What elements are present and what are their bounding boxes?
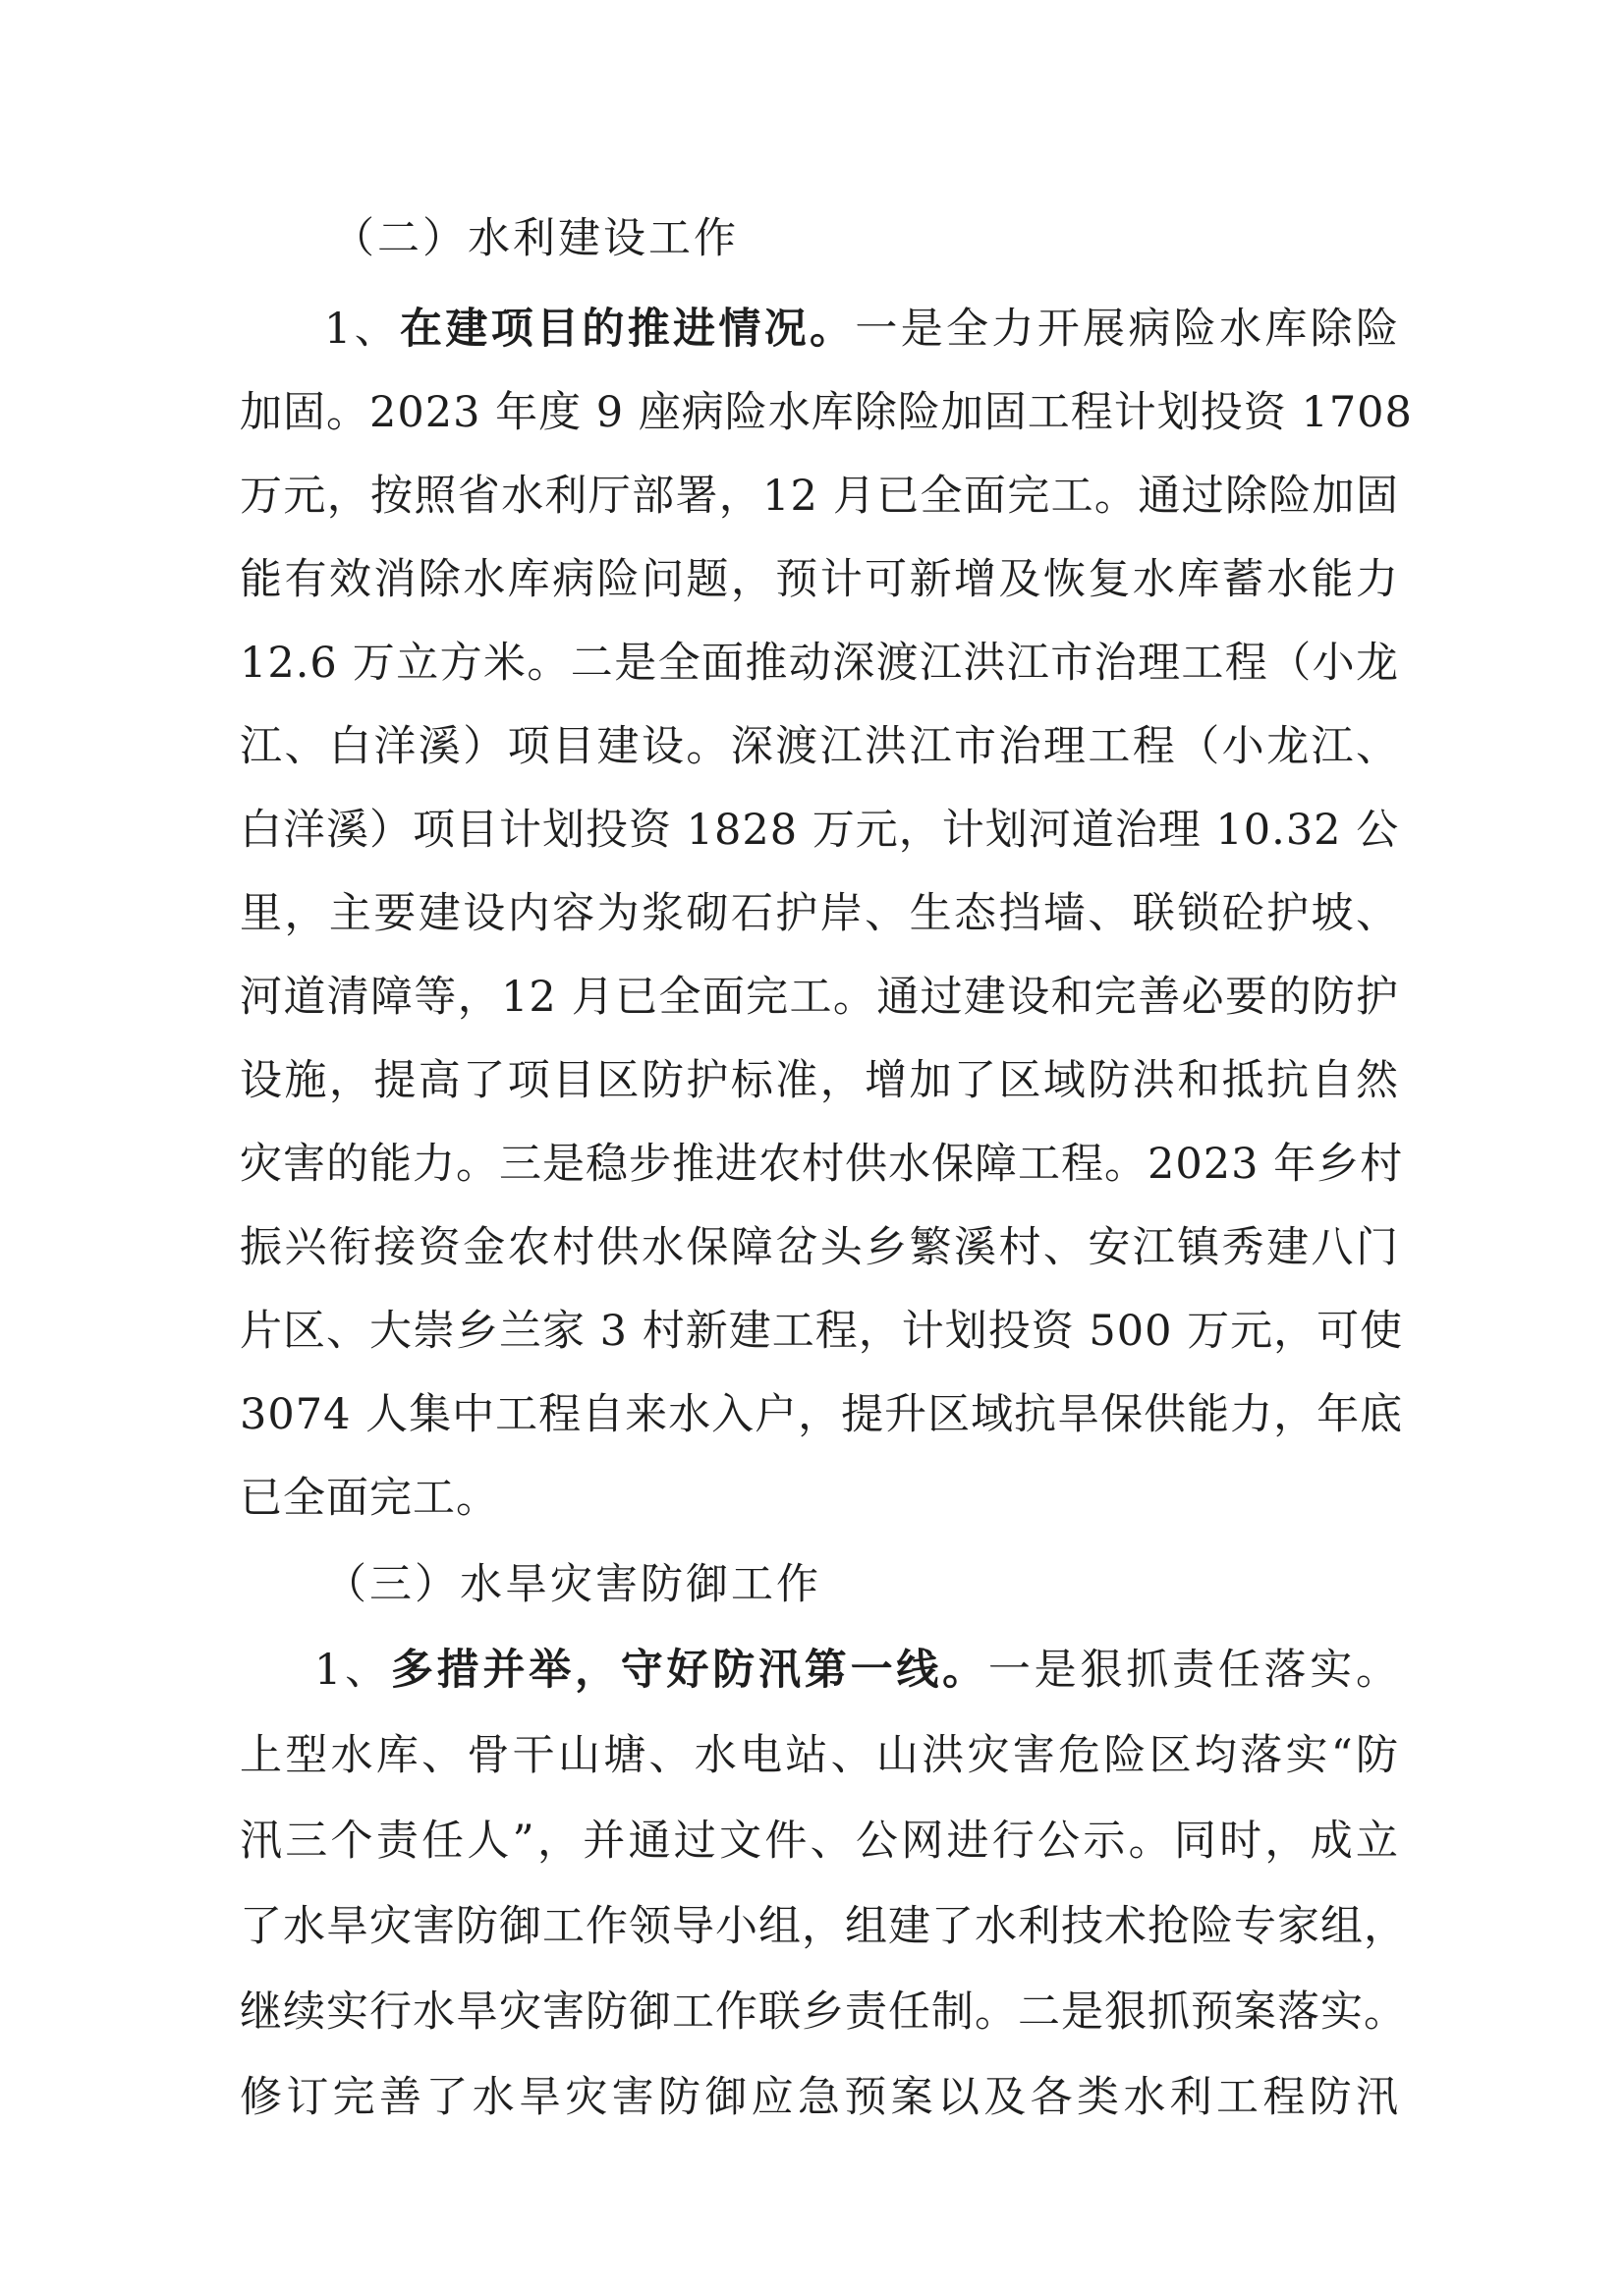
body-line: 白洋溪）项目计划投资 1828 万元，计划河道治理 10.32 公 xyxy=(240,806,1400,855)
body-line: 12.6 万立方米。二是全面推动深渡江洪江市治理工程（小龙 xyxy=(240,639,1399,688)
section-2-heading: （二）水利建设工作 xyxy=(332,214,739,263)
body-line: 河道清障等，12 月已全面完工。通过建设和完善必要的防护 xyxy=(240,973,1399,1022)
body-line: 里，主要建设内容为浆砌石护岸、生态挡墙、联锁砼护坡、 xyxy=(240,889,1399,938)
body-line: 片区、大崇乡兰家 3 村新建工程，计划投资 500 万元，可使 xyxy=(240,1307,1404,1356)
body-line: 3074 人集中工程自来水入户，提升区域抗旱保供能力，年底 xyxy=(240,1390,1404,1439)
body-line: 振兴衔接资金农村供水保障岔头乡繁溪村、安江镇秀建八门 xyxy=(240,1223,1399,1272)
section-2-para-1-lead: 在建项目的推进情况。 xyxy=(400,305,856,354)
section-2-para-1-number: 1、 xyxy=(324,305,401,354)
body-line: 设施，提高了项目区防护标准，增加了区域防洪和抵抗自然 xyxy=(240,1056,1399,1105)
body-line: 灾害的能力。三是稳步推进农村供水保障工程。2023 年乡村 xyxy=(240,1140,1404,1189)
section-3-para-1-line-1 xyxy=(314,1641,1399,1700)
section-3-heading: （三）水旱灾害防御工作 xyxy=(324,1560,821,1609)
body-line: 了水旱灾害防御工作领导小组，组建了水利技术抢险专家组， xyxy=(240,1902,1407,1951)
body-line: 加固。2023 年度 9 座病险水库除险加固工程计划投资 1708 xyxy=(240,388,1413,437)
body-line: 继续实行水旱灾害防御工作联乡责任制。二是狠抓预案落实。 xyxy=(240,1987,1407,2037)
body-line: 能有效消除水库病险问题，预计可新增及恢复水库蓄水能力 xyxy=(240,555,1399,604)
section-2-para-1-text: 一是全力开展病险水库除险 xyxy=(855,305,1400,354)
body-line: 万元，按照省水利厅部署，12 月已全面完工。通过除险加固 xyxy=(240,472,1399,521)
section-3-para-1-number: 1、 xyxy=(314,1646,391,1695)
body-line: 汛三个责任人”，并通过文件、公网进行公示。同时，成立 xyxy=(240,1817,1399,1866)
section-2-para-1-line-1 xyxy=(324,300,1399,359)
section-3-para-1-lead: 多措并举，守好防汛第一线。 xyxy=(390,1646,988,1695)
section-3-para-1-text: 一是狠抓责任落实。 xyxy=(987,1646,1400,1695)
body-line: 上型水库、骨干山塘、水电站、山洪灾害危险区均落实“防 xyxy=(240,1731,1399,1780)
body-line: 江、白洋溪）项目建设。深渡江洪江市治理工程（小龙江、 xyxy=(240,722,1399,771)
body-line: 已全面完工。 xyxy=(240,1474,499,1523)
body-line: 修订完善了水旱灾害防御应急预案以及各类水利工程防汛 xyxy=(240,2073,1399,2122)
